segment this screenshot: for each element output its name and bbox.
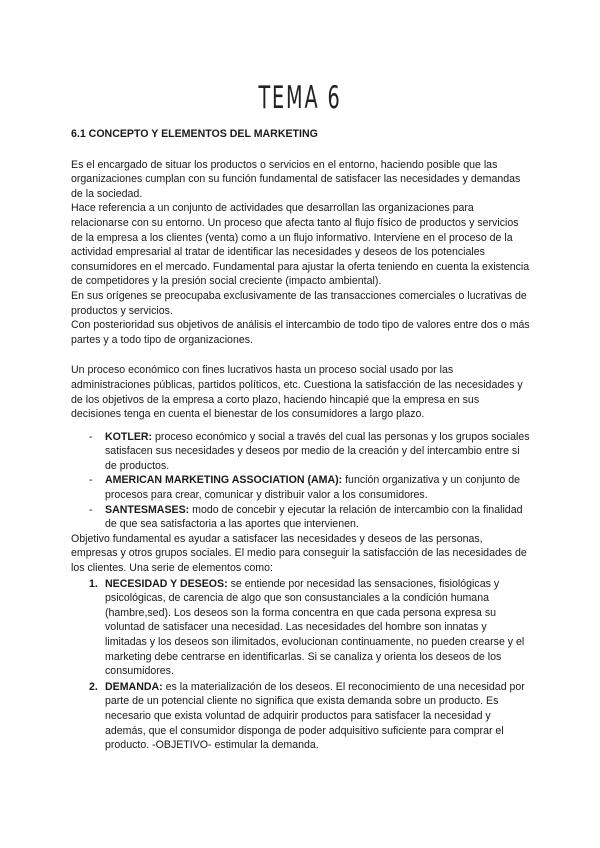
list-number: 2. <box>89 680 98 693</box>
list-item <box>71 680 531 753</box>
definition-text: proceso económico y social a través del cual las personas y los grupos sociales satisfacen sus necesidades y deseos por medio de la creación y del intercambio entre si de productos. <box>105 430 530 472</box>
element-term: DEMANDA: <box>105 680 163 693</box>
definition-text: modo de concebir y ejecutar la relación de intercambio con la finalidad de que sea satisfactoria a las aportes que intervienen. <box>105 503 523 531</box>
element-text: se entiende por necesidad las sensaciones, fisiológicas y psicológicas, de carencia de algo que son consustanciales a la condición humana (hambre,sed). Los deseos son la forma concentra en que cada persona expresa su voluntad de satisfacer una necesidad. Las necesidades del hombre son innatas y limitadas y los deseos son ilimitados, evolucionan continuamente, no pueden crearse y el marketing debe centrarse en identificarlas. Si se canaliza y orienta los deseos de los consumidores. <box>105 577 525 678</box>
elements-list <box>71 577 531 753</box>
paragraph: Un proceso económico con fines lucrativos hasta un proceso social usado por las administraciones públicas, partidos políticos, etc. Cuestiona la satisfacción de las necesidades y de los objetivos de la empresa a corto plazo, haciendo hincapié que la empresa en sus decisiones tenga en cuenta el bienestar de los consumidores a largo plazo. <box>71 364 523 421</box>
list-item <box>71 503 531 532</box>
dash-bullet: - <box>89 474 93 487</box>
definitions-list <box>71 430 531 532</box>
dash-bullet: - <box>89 503 93 516</box>
paragraph: Es el encargado de situar los productos o servicios en el entorno, haciendo posible que las organizaciones cumplan con su función fundamental de satisfacer las necesidades y demandas de la sociedad. <box>71 158 521 200</box>
page-title: TEMA 6 <box>258 80 342 116</box>
definition-term: AMERICAN MARKETING ASSOCIATION (AMA): <box>105 474 343 487</box>
list-item <box>71 577 531 679</box>
definition-term: KOTLER: <box>105 430 153 443</box>
paragraph: Hace referencia a un conjunto de actividades que desarrollan las organizaciones para relacionarse con su entorno. Un proceso que afecta tanto al flujo físico de productos y servicios de la empresa a los clientes (venta) como a un flujo informativo. Interviene en el proceso de la actividad empresarial al tratar de identificar las necesidades y deseos de los potenciales consumidores en el mercado. Fundamental para ajustar la oferta teniendo en cuenta la existencia de competidores y la presión social creciente (impacto ambiental). <box>71 202 530 288</box>
section-heading: 6.1 CONCEPTO Y ELEMENTOS DEL MARKETING <box>71 128 318 140</box>
list-number: 1. <box>89 577 98 590</box>
element-term: NECESIDAD Y DESEOS: <box>105 577 228 590</box>
element-text: es la materialización de los deseos. El reconocimiento de una necesidad por parte de un potencial cliente no significa que exista demanda sobre un producto. Es necesario que exista voluntad de adquirir productos para satisfacer la necesidad y además, que el consumidor disponga de poder adquisitivo suficiente para comprar el producto. -OBJETIVO- estimular la demanda. <box>105 680 525 752</box>
list-item <box>71 430 531 474</box>
document-body <box>71 127 531 753</box>
paragraph: En sus orígenes se preocupaba exclusivamente de las transacciones comerciales o lucrativas de productos y servicios. <box>71 289 527 317</box>
definition-term: SANTESMASES: <box>105 503 190 516</box>
list-item <box>71 473 531 502</box>
paragraph: Objetivo fundamental es ayudar a satisfacer las necesidades y deseos de las personas, empresas y otros grupos sociales. El medio para conseguir la satisfacción de las necesidades de los clientes. Una serie de elementos como: <box>71 532 527 575</box>
definition-text: función organizativa y un conjunto de procesos para crear, comunicar y distribuir valor a los consumidores. <box>105 474 521 502</box>
dash-bullet: - <box>89 430 93 443</box>
paragraph: Con posterioridad sus objetivos de análisis el intercambio de todo tipo de valores entre dos o más partes y a todo tipo de organizaciones. <box>71 319 530 346</box>
